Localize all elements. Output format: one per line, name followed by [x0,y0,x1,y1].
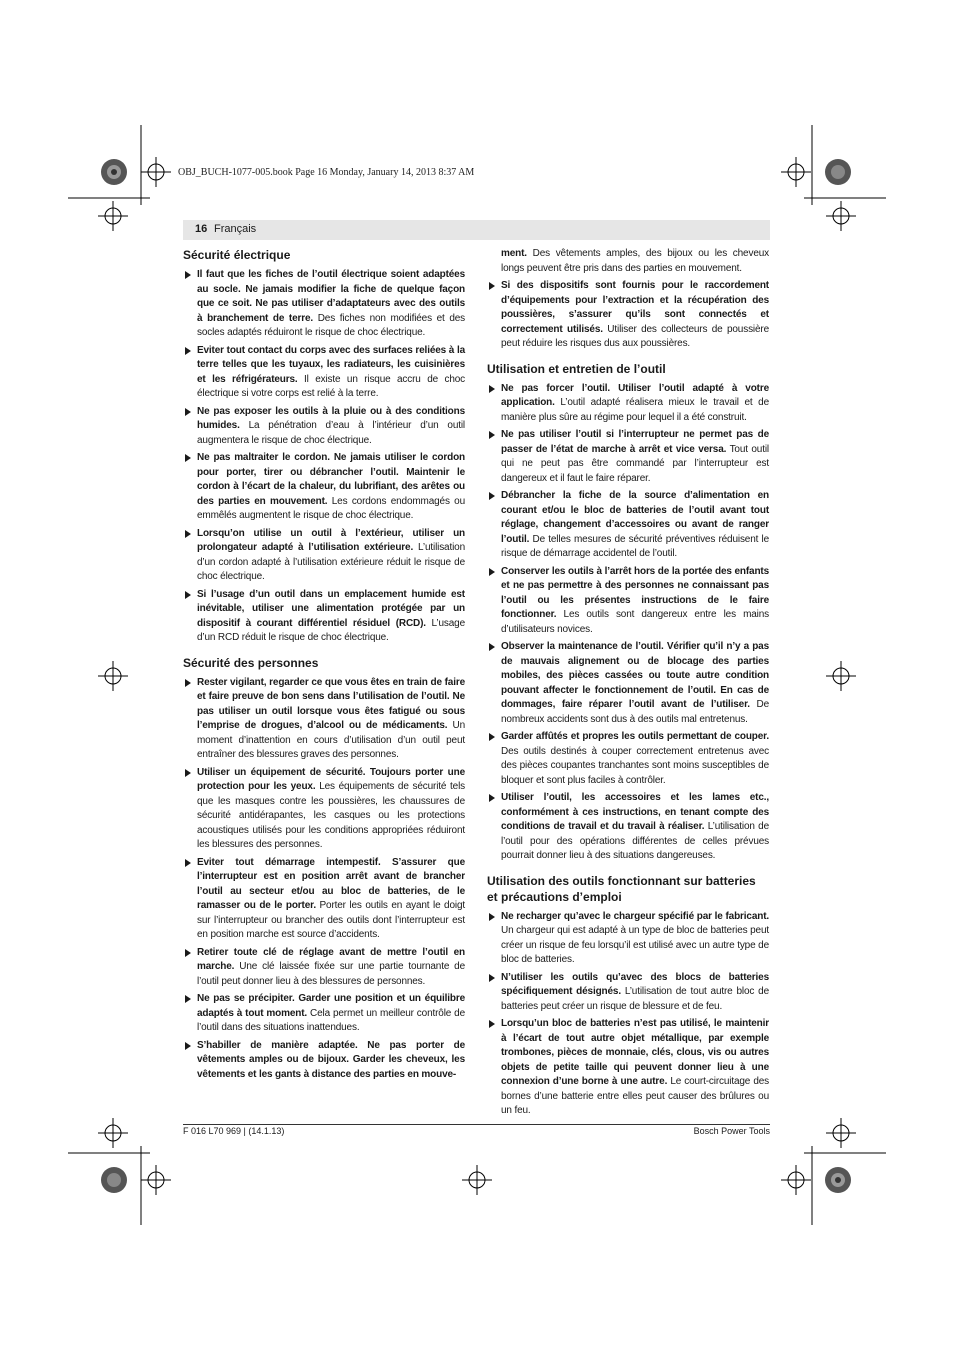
list-item: Si des dispositifs sont fournis pour le raccordement d’équipements pour l’extraction et la récupération des poussières, s’assurer qu’ils sont connectés et correctement utilisés. Utiliser des collecteurs de poussière peut réduire les risques dus aux poussières. [487,279,769,352]
bullet-triangle-icon [489,385,495,393]
bullet-triangle-icon [185,679,191,687]
page-header [183,220,770,240]
footer-doc-number: F 016 L70 969 | (14.1.13) [183,1126,285,1136]
language-label: Français [214,223,257,235]
list-item: Garder affûtés et propres les outils permettant de couper. Des outils destinés à couper correctement entretenus avec des pièces coupantes tranchantes sont moins susceptibles de bloquer et sont plus faciles à contrôler. [487,730,769,788]
list-item: Observer la maintenance de l’outil. Vérifier qu’il n’y a pas de mauvais alignement ou de blocage des parties mobiles, des pièces cassées ou toute autre condition pouvant affecter le fonctionnement de l’outil. En cas de dommages, faire réparer l’outil avant de l’utiliser. De nombreux accidents sont dus à des outils mal entretenus. [487,640,769,727]
bullet-triangle-icon [489,643,495,651]
list-item: Eviter tout contact du corps avec des surfaces reliées à la terre telles que les tuyaux, les radiateurs, les cuisinières et les réfrigérateurs. Il existe un risque accru de choc électrique si votre corps est relié à la terre. [183,344,465,402]
bullet-triangle-icon [489,794,495,802]
section-heading: Sécurité électrique [183,248,291,262]
bullet-triangle-icon [489,282,495,290]
bullet-triangle-icon [489,974,495,982]
list-item: Utiliser un équipement de sécurité. Toujours porter une protection pour les yeux. Les équipements de sécurité tels que les masques contre les poussières, les chaussures de sécurité antidérapantes, les casques ou les protections acoustiques utilisés pour les conditions appropriées réduiront les blessures des personnes. [183,766,465,853]
list-item: S’habiller de manière adaptée. Ne pas porter de vêtements amples ou de bijoux. Garder les cheveux, les vêtements et les gants à distance des parties en mouve- [183,1039,465,1083]
bullet-triangle-icon [489,492,495,500]
list-item: Eviter tout démarrage intempestif. S’assurer que l’interrupteur est en position arrêt avant de brancher l’outil au secteur et/ou au bloc de batteries, de le ramasser ou de le porter. Porter les outils en ayant le doigt sur l’interrupteur ou brancher des outils dont l’interrupteur est en position marche est source d’accidents. [183,856,465,943]
bullet-triangle-icon [489,913,495,921]
list-item: Ne pas se précipiter. Garder une position et un équilibre adaptés à tout moment. Cela permet un meilleur contrôle de l’outil dans des situations inattendues. [183,992,465,1036]
bullet-triangle-icon [185,271,191,279]
bullet-triangle-icon [489,431,495,439]
bullet-triangle-icon [185,1042,191,1050]
list-item: Lorsqu’on utilise un outil à l’extérieur, utiliser un prolongateur adapté à l’utilisation extérieure. L’utilisation d’un cordon adapté à l’utilisation extérieure réduit le risque de choc électrique. [183,527,465,585]
list-item: Retirer toute clé de réglage avant de mettre l’outil en marche. Une clé laissée fixée sur une partie tournante de l’outil peut donner lieu à des blessures de personnes. [183,946,465,990]
list-item: Si l’usage d’un outil dans un emplacement humide est inévitable, utiliser une alimentation protégée par un dispositif à courant différentiel résiduel (RCD). L’usage d’un RCD réduit le risque de choc électrique. [183,588,465,646]
bullet-triangle-icon [489,1020,495,1028]
page-number: 16 [195,223,208,235]
bullet-triangle-icon [185,859,191,867]
list-item: Ne recharger qu’avec le chargeur spécifié par le fabricant. Un chargeur qui est adapté à un type de bloc de batteries peut créer un risque de feu lorsqu’il est utilisé avec un autre type de bloc de batteries. [487,910,769,968]
list-item: Débrancher la fiche de la source d’alimentation en courant et/ou le bloc de batteries de l’outil avant tout réglage, changement d’accessoires ou avant de ranger l’outil. De telles mesures de sécurité préventives réduisent le risque de démarrage accidentel de l’outil. [487,489,769,562]
bullet-triangle-icon [185,530,191,538]
list-item: N’utiliser les outils qu’avec des blocs de batteries spécifiquement désignés. L’utilisation de tout autre bloc de batteries peut créer un risque de blessure et de feu. [487,971,769,1015]
bullet-triangle-icon [185,995,191,1003]
left-column [183,247,465,1085]
bullet-triangle-icon [489,733,495,741]
bullet-list [487,279,769,352]
bullet-list [183,268,465,646]
continued-text: ment. Des vêtements amples, des bijoux ou les cheveux longs peuvent être pris dans des parties en mouvement. [501,248,769,274]
list-item: Ne pas utiliser l’outil si l’interrupteur ne permet pas de passer de l’état de marche à arrêt et vice versa. Tout outil qui ne peut pas être commandé par l’interrupteur est dangereux et il faut le faire réparer. [487,428,769,486]
bullet-triangle-icon [185,591,191,599]
list-item: Lorsqu’un bloc de batteries n’est pas utilisé, le maintenir à l’écart de tout autre objet métallique, par exemple trombones, pièces de monnaie, clés, clous, vis ou autres objets de petite taille qui peuvent donner lieu à une connexion d’une borne à une autre. Le court-circuitage des bornes d’une batterie entre elles peut causer des brûlures ou un feu. [487,1017,769,1119]
list-item: Ne pas exposer les outils à la pluie ou à des conditions humides. La pénétration d’eau à l’intérieur d’un outil augmentera le risque de choc électrique. [183,405,465,449]
section-heading: Utilisation et entretien de l’outil [487,361,666,376]
bullet-triangle-icon [185,769,191,777]
bullet-triangle-icon [185,949,191,957]
bullet-triangle-icon [489,568,495,576]
section-heading: Utilisation des outils fonctionnant sur batteries et précautions d’emploi [487,873,756,904]
bullet-triangle-icon [185,408,191,416]
bullet-list [183,676,465,1083]
list-item: Il faut que les fiches de l’outil électrique soient adaptées au socle. Ne jamais modifier la fiche de quelque façon que ce soit. Ne pas utiliser d’adaptateurs avec des outils à branchement de terre. Des fiches non modifiées et des socles adaptés réduiront le risque de choc électrique. [183,268,465,341]
list-item: Utiliser l’outil, les accessoires et les lames etc., conformément à ces instructions, en tenant compte des conditions de travail et du travail à réaliser. L’utilisation de l’outil pour des opérations différentes de celles prévues pourrait donner lieu à des situations dangereuses. [487,791,769,864]
list-item: Ne pas forcer l’outil. Utiliser l’outil adapté à votre application. L’outil adapté réalisera mieux le travail et de manière plus sûre au régime pour lequel il a été construit. [487,382,769,426]
bullet-list [487,910,769,1119]
bullet-triangle-icon [185,454,191,462]
bullet-list [487,382,769,864]
list-item: Conserver les outils à l’arrêt hors de la portée des enfants et ne pas permettre à des personnes ne connaissant pas l’outil ou les présentes instructions de le faire fonctionner. Les outils sont dangereux entre les mains d’utilisateurs novices. [487,565,769,638]
print-slug: OBJ_BUCH-1077-005.book Page 16 Monday, January 14, 2013 8:37 AM [178,167,475,178]
list-item: Rester vigilant, regarder ce que vous êtes en train de faire et faire preuve de bon sens dans l’utilisation de l’outil. Ne pas utiliser un outil lorsque vous êtes fatigué ou sous l’emprise de drogues, d’alcool ou de médicaments. Un moment d’inattention en cours d’utilisation d’un outil peut entraîner des blessures graves des personnes. [183,676,465,763]
list-item: Ne pas maltraiter le cordon. Ne jamais utiliser le cordon pour porter, tirer ou débrancher l’outil. Maintenir le cordon à l’écart de la chaleur, du lubrifiant, des arêtes ou des parties en mouvement. Les cordons endommagés ou emmêlés augmentent le risque de choc électrique. [183,451,465,524]
footer-brand: Bosch Power Tools [693,1126,770,1136]
bullet-triangle-icon [185,347,191,355]
section-heading: Sécurité des personnes [183,655,319,670]
right-column [487,247,769,1122]
footer-rule [183,1124,770,1125]
